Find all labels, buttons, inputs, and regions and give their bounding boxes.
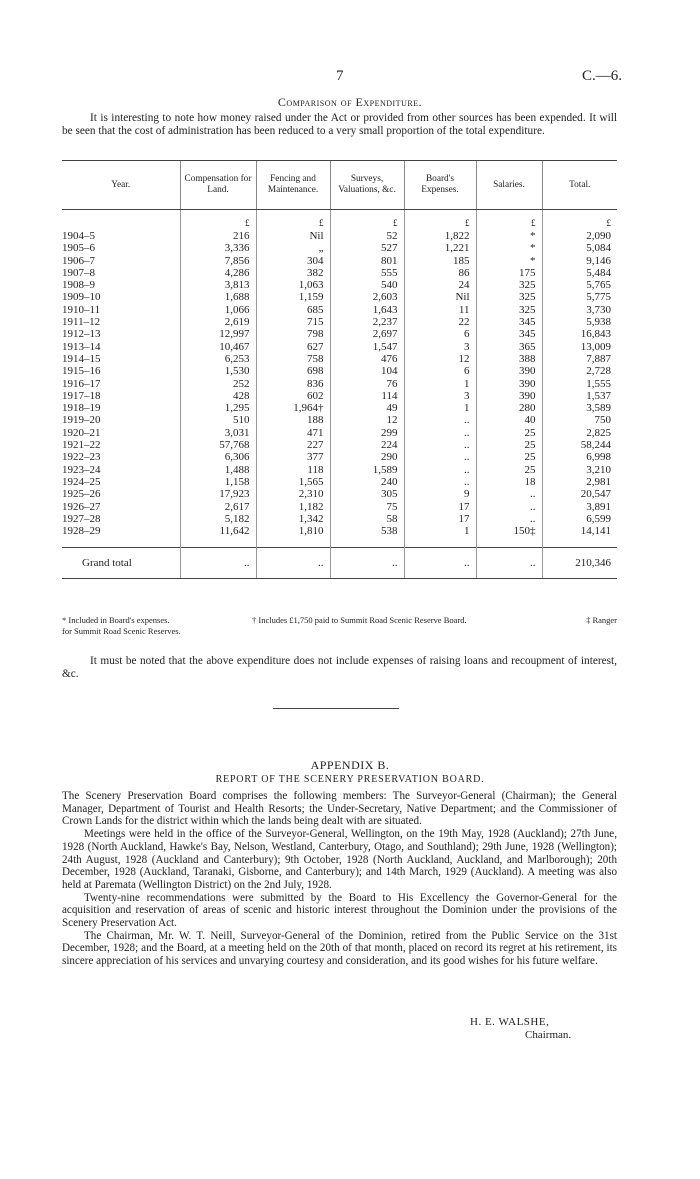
table-cell: 2,603 [330, 291, 404, 303]
unit-cell: £ [404, 216, 476, 230]
table-row [62, 402, 617, 414]
appendix-paragraph: Twenty-nine recommendations were submitted by the Board to His Excellency the Governor-General for the acquisition and reservation of areas of scenic and historic interest throughout the Dominion under the provisions of the Scenery Preservation Act. [62, 891, 617, 930]
table-cell: 345 [476, 328, 542, 340]
table-row [62, 230, 617, 242]
table-row [62, 255, 617, 267]
table-cell: „ [256, 242, 330, 254]
unit-row [62, 216, 617, 230]
table-cell: 3,336 [180, 242, 256, 254]
table-cell: 5,484 [542, 267, 617, 279]
unit-cell: £ [256, 216, 330, 230]
page-number: 7 [336, 68, 344, 84]
table-cell: .. [404, 439, 476, 451]
table-cell: 325 [476, 304, 542, 316]
table-row [62, 304, 617, 316]
table-cell: 57,768 [180, 439, 256, 451]
table-cell: 3,589 [542, 402, 617, 414]
table-cell: 1,066 [180, 304, 256, 316]
appendix-heading: APPENDIX B. [310, 758, 390, 772]
table-cell: 25 [476, 464, 542, 476]
unit-cell: £ [476, 216, 542, 230]
year-cell: 1910–11 [62, 303, 101, 316]
table-cell: 11 [404, 304, 476, 316]
table-cell: 365 [476, 341, 542, 353]
table-cell: 76 [330, 378, 404, 390]
table-cell: 510 [180, 414, 256, 426]
table-cell: 18 [476, 476, 542, 488]
table-cell: 6 [404, 328, 476, 340]
table-cell: 6,599 [542, 513, 617, 525]
grand-total-row [62, 548, 617, 579]
year-cell: 1923–24 [62, 463, 101, 476]
year-cell: 1920–21 [62, 426, 101, 439]
table-header-row [62, 161, 617, 210]
table-cell: 280 [476, 402, 542, 414]
year-cell: 1928–29 [62, 525, 101, 538]
table-cell: Nil [256, 230, 330, 242]
grand-total-cell: .. [476, 548, 542, 579]
year-cell: 1906–7 [62, 254, 95, 267]
table-cell: 224 [330, 439, 404, 451]
signature-role: Chairman. [525, 1029, 572, 1041]
table-cell: 476 [330, 353, 404, 365]
year-cell: 1916–17 [62, 377, 101, 390]
table-row [62, 279, 617, 291]
expenditure-note: It must be noted that the above expenditure does not include expenses of raising loans and recoupment of interest, &c. [62, 655, 617, 680]
table-cell: 5,775 [542, 291, 617, 303]
session-reference: C.—6. [582, 68, 623, 84]
table-cell: 1,063 [256, 279, 330, 291]
table-cell: 1,964† [256, 402, 330, 414]
table-cell: 1 [404, 402, 476, 414]
table-cell: 9,146 [542, 255, 617, 267]
table-cell: 5,182 [180, 513, 256, 525]
year-cell: 1909–10 [62, 291, 101, 304]
table-cell: 22 [404, 316, 476, 328]
header-fencing: Fencing and Maintenance. [256, 161, 330, 210]
table-cell: 299 [330, 427, 404, 439]
table-cell: 12,997 [180, 328, 256, 340]
year-cell: 1921–22 [62, 439, 101, 452]
table-row [62, 242, 617, 254]
table-row [62, 267, 617, 279]
grand-total-cell: .. [256, 548, 330, 579]
header-surveys: Surveys, Valuations, &c. [330, 161, 404, 210]
table-row [62, 390, 617, 402]
table-row [62, 464, 617, 476]
table-row [62, 488, 617, 500]
table-cell: 17,923 [180, 488, 256, 500]
table-cell: 2,697 [330, 328, 404, 340]
year-cell: 1908–9 [62, 279, 95, 292]
table-cell: 1,158 [180, 476, 256, 488]
footnote-asterisk: * Included in Board's expenses. [62, 615, 170, 625]
table-cell: 6 [404, 365, 476, 377]
unit-cell [62, 216, 180, 230]
table-cell: 58,244 [542, 439, 617, 451]
table-cell: 7,856 [180, 255, 256, 267]
table-cell: 12 [330, 414, 404, 426]
table-cell: 540 [330, 279, 404, 291]
table-cell: 836 [256, 378, 330, 390]
table-row [62, 414, 617, 426]
year-cell: 1926–27 [62, 500, 101, 513]
table-cell: .. [404, 451, 476, 463]
header-total: Total. [542, 161, 617, 210]
table-cell: 7,887 [542, 353, 617, 365]
table-row [62, 328, 617, 340]
table-cell: 1,537 [542, 390, 617, 402]
year-cell: 1907–8 [62, 266, 95, 279]
table-cell: 14,141 [542, 525, 617, 537]
table-cell: 1,810 [256, 525, 330, 537]
table-cell: .. [404, 414, 476, 426]
year-cell: 1911–12 [62, 316, 101, 329]
year-cell: 1914–15 [62, 352, 101, 365]
unit-cell: £ [542, 216, 617, 230]
table-cell: 24 [404, 279, 476, 291]
table-cell: 1,547 [330, 341, 404, 353]
table-cell: 3,891 [542, 501, 617, 513]
table-cell: .. [404, 476, 476, 488]
table-row [62, 353, 617, 365]
table-cell: 20,547 [542, 488, 617, 500]
table-cell: 685 [256, 304, 330, 316]
table-cell: 325 [476, 279, 542, 291]
table-cell: 216 [180, 230, 256, 242]
table-cell: 25 [476, 427, 542, 439]
year-cell: 1904–5 [62, 230, 95, 242]
table-row [62, 341, 617, 353]
table-cell: 6,306 [180, 451, 256, 463]
appendix-paragraph: The Chairman, Mr. W. T. Neill, Surveyor-General of the Dominion, retired from the Public Service on the 31st December, 1928; and the Board, at a meeting held on the 20th of that month, placed on record its regret at his retirement, its sincere appreciation of his services and unvarying courtesy and consideration, and its good wishes for his future welfare. [62, 929, 617, 968]
table-cell: 3 [404, 341, 476, 353]
table-row [62, 525, 617, 537]
table-cell: 1,182 [256, 501, 330, 513]
table-cell: 227 [256, 439, 330, 451]
grand-total-label: Grand total [62, 548, 180, 579]
header-salaries: Salaries. [476, 161, 542, 210]
table-cell: 2,237 [330, 316, 404, 328]
table-cell: 9 [404, 488, 476, 500]
table-cell: 1,488 [180, 464, 256, 476]
table-cell: 1,589 [330, 464, 404, 476]
table-cell: 390 [476, 378, 542, 390]
table-cell: 240 [330, 476, 404, 488]
table-cell: 1 [404, 378, 476, 390]
table-row [62, 316, 617, 328]
table-cell: 798 [256, 328, 330, 340]
table-cell: 118 [256, 464, 330, 476]
year-cell: 1905–6 [62, 242, 95, 255]
table-cell: 75 [330, 501, 404, 513]
table-cell: 304 [256, 255, 330, 267]
header-year: Year. [62, 161, 180, 210]
table-row [62, 451, 617, 463]
table-cell: 1 [404, 525, 476, 537]
table-cell: Nil [404, 291, 476, 303]
table-cell: 2,619 [180, 316, 256, 328]
table-cell: 3,031 [180, 427, 256, 439]
table-cell: .. [476, 488, 542, 500]
table-cell: 1,822 [404, 230, 476, 242]
table-cell: 627 [256, 341, 330, 353]
appendix-paragraph: The Scenery Preservation Board comprises the following members: The Surveyor-General (Chairman); the General Manager, Department of Tourist and Health Resorts; the Under-Secretary, Native Department; and the Commissioner of Crown Lands for the district within which the lands being dealt with are situated. [62, 790, 617, 828]
table-cell: 2,090 [542, 230, 617, 242]
expenditure-table [62, 160, 617, 579]
table-cell: 5,084 [542, 242, 617, 254]
table-cell: 3 [404, 390, 476, 402]
unit-cell: £ [180, 216, 256, 230]
table-cell: 17 [404, 513, 476, 525]
table-cell: 1,159 [256, 291, 330, 303]
spacer-row [62, 537, 617, 548]
table-cell: 715 [256, 316, 330, 328]
table-cell: 390 [476, 390, 542, 402]
table-cell: 698 [256, 365, 330, 377]
table-cell: 49 [330, 402, 404, 414]
table-cell: 25 [476, 451, 542, 463]
table-cell: 6,253 [180, 353, 256, 365]
table-row [62, 378, 617, 390]
table-cell: 801 [330, 255, 404, 267]
table-cell: 2,981 [542, 476, 617, 488]
header-compensation: Compensation for Land. [180, 161, 256, 210]
table-cell: 12 [404, 353, 476, 365]
intro-paragraph: It is interesting to note how money raised under the Act or provided from other sources has been expended. It will be seen that the cost of administration has been reduced to a very small proportion of the total expenditure. [62, 112, 617, 137]
table-cell: 252 [180, 378, 256, 390]
grand-total-cell: .. [180, 548, 256, 579]
table-cell: 325 [476, 291, 542, 303]
table-cell: 382 [256, 267, 330, 279]
table-cell: 3,813 [180, 279, 256, 291]
table-cell: 1,530 [180, 365, 256, 377]
table-cell: 3,730 [542, 304, 617, 316]
table-cell: 10,467 [180, 341, 256, 353]
footnote-dagger: † Includes £1,750 paid to Summit Road Scenic Reserve Board. [252, 615, 467, 625]
appendix-subheading: REPORT OF THE SCENERY PRESERVATION BOARD. [215, 774, 485, 785]
table-cell: 2,825 [542, 427, 617, 439]
table-row [62, 427, 617, 439]
table-cell: 188 [256, 414, 330, 426]
table-cell: 377 [256, 451, 330, 463]
year-cell: 1913–14 [62, 340, 101, 353]
table-cell: 104 [330, 365, 404, 377]
table-cell: 428 [180, 390, 256, 402]
table-cell: 758 [256, 353, 330, 365]
table-cell: 390 [476, 365, 542, 377]
table-cell: 527 [330, 242, 404, 254]
table-cell: 13,009 [542, 341, 617, 353]
table-cell: 471 [256, 427, 330, 439]
year-cell: 1922–23 [62, 451, 101, 464]
table-cell: 5,765 [542, 279, 617, 291]
table-cell: * [476, 230, 542, 242]
header-board-expenses: Board's Expenses. [404, 161, 476, 210]
table-cell: 58 [330, 513, 404, 525]
table-cell: 538 [330, 525, 404, 537]
table-cell: 1,221 [404, 242, 476, 254]
table-cell: 750 [542, 414, 617, 426]
table-cell: 4,286 [180, 267, 256, 279]
table-row [62, 365, 617, 377]
table-row [62, 513, 617, 525]
table-row [62, 476, 617, 488]
table-cell: * [476, 242, 542, 254]
table-cell: 555 [330, 267, 404, 279]
section-divider [273, 708, 399, 709]
table-cell: 3,210 [542, 464, 617, 476]
table-row [62, 291, 617, 303]
table-cell: 1,565 [256, 476, 330, 488]
grand-total-value: 210,346 [542, 548, 617, 579]
signature-block [470, 1016, 571, 1042]
year-cell: 1924–25 [62, 475, 101, 488]
table-row [62, 439, 617, 451]
table-cell: 86 [404, 267, 476, 279]
table-cell: 1,555 [542, 378, 617, 390]
section-title: Comparison of Expenditure. [277, 95, 423, 109]
table-cell: 2,617 [180, 501, 256, 513]
table-cell: 2,728 [542, 365, 617, 377]
table-cell: 602 [256, 390, 330, 402]
year-cell: 1927–28 [62, 512, 101, 525]
table-cell: 40 [476, 414, 542, 426]
table-cell: 16,843 [542, 328, 617, 340]
table-cell: .. [476, 501, 542, 513]
year-cell: 1912–13 [62, 328, 101, 341]
table-cell: .. [404, 427, 476, 439]
table-cell: 305 [330, 488, 404, 500]
table-cell: 150‡ [476, 525, 542, 537]
signature-name: H. E. WALSHE, [470, 1016, 550, 1028]
footnote-double-dagger: ‡ Ranger [586, 615, 617, 625]
table-cell: 6,998 [542, 451, 617, 463]
table-cell: 1,342 [256, 513, 330, 525]
table-cell: .. [404, 464, 476, 476]
table-cell: 52 [330, 230, 404, 242]
table-cell: 17 [404, 501, 476, 513]
table-cell: 114 [330, 390, 404, 402]
table-cell: 175 [476, 267, 542, 279]
appendix-paragraph: Meetings were held in the office of the Surveyor-General, Wellington, on the 19th May, 1928 (Auckland); 27th June, 1928 (North Auckland, Hawke's Bay, Nelson, Westland, Canterbury, Otago, and Southland); 29th June, 1928 (Wellington); 24th August, 1928 (Auckland and Canterbury); 9th October, 1928 (North Auckland, Auckland, and Marlborough); 20th December, 1928 (Auckland, Taranaki, Gisborne, and Canterbury); and 14th March, 1929 (Auckland). A meeting was also held at Paremata (Wellington District) on the 2nd July, 1928. [62, 828, 617, 891]
grand-total-cell: .. [330, 548, 404, 579]
year-cell: 1915–16 [62, 365, 101, 378]
table-cell: 1,295 [180, 402, 256, 414]
table-cell: .. [476, 513, 542, 525]
table-cell: 388 [476, 353, 542, 365]
table-cell: 25 [476, 439, 542, 451]
table-cell: 2,310 [256, 488, 330, 500]
table-cell: 11,642 [180, 525, 256, 537]
year-cell: 1917–18 [62, 389, 101, 402]
table-cell: 1,643 [330, 304, 404, 316]
table-cell: 1,688 [180, 291, 256, 303]
table-cell: 5,938 [542, 316, 617, 328]
year-cell: 1919–20 [62, 414, 101, 427]
appendix-body [62, 790, 617, 968]
footnote-continuation: for Summit Road Scenic Reserves. [62, 626, 181, 636]
table-row [62, 501, 617, 513]
grand-total-cell: .. [404, 548, 476, 579]
table-cell: 185 [404, 255, 476, 267]
year-cell: 1918–19 [62, 402, 101, 415]
table-cell: * [476, 255, 542, 267]
year-cell: 1925–26 [62, 488, 101, 501]
table-cell: 290 [330, 451, 404, 463]
table-cell: 345 [476, 316, 542, 328]
unit-cell: £ [330, 216, 404, 230]
